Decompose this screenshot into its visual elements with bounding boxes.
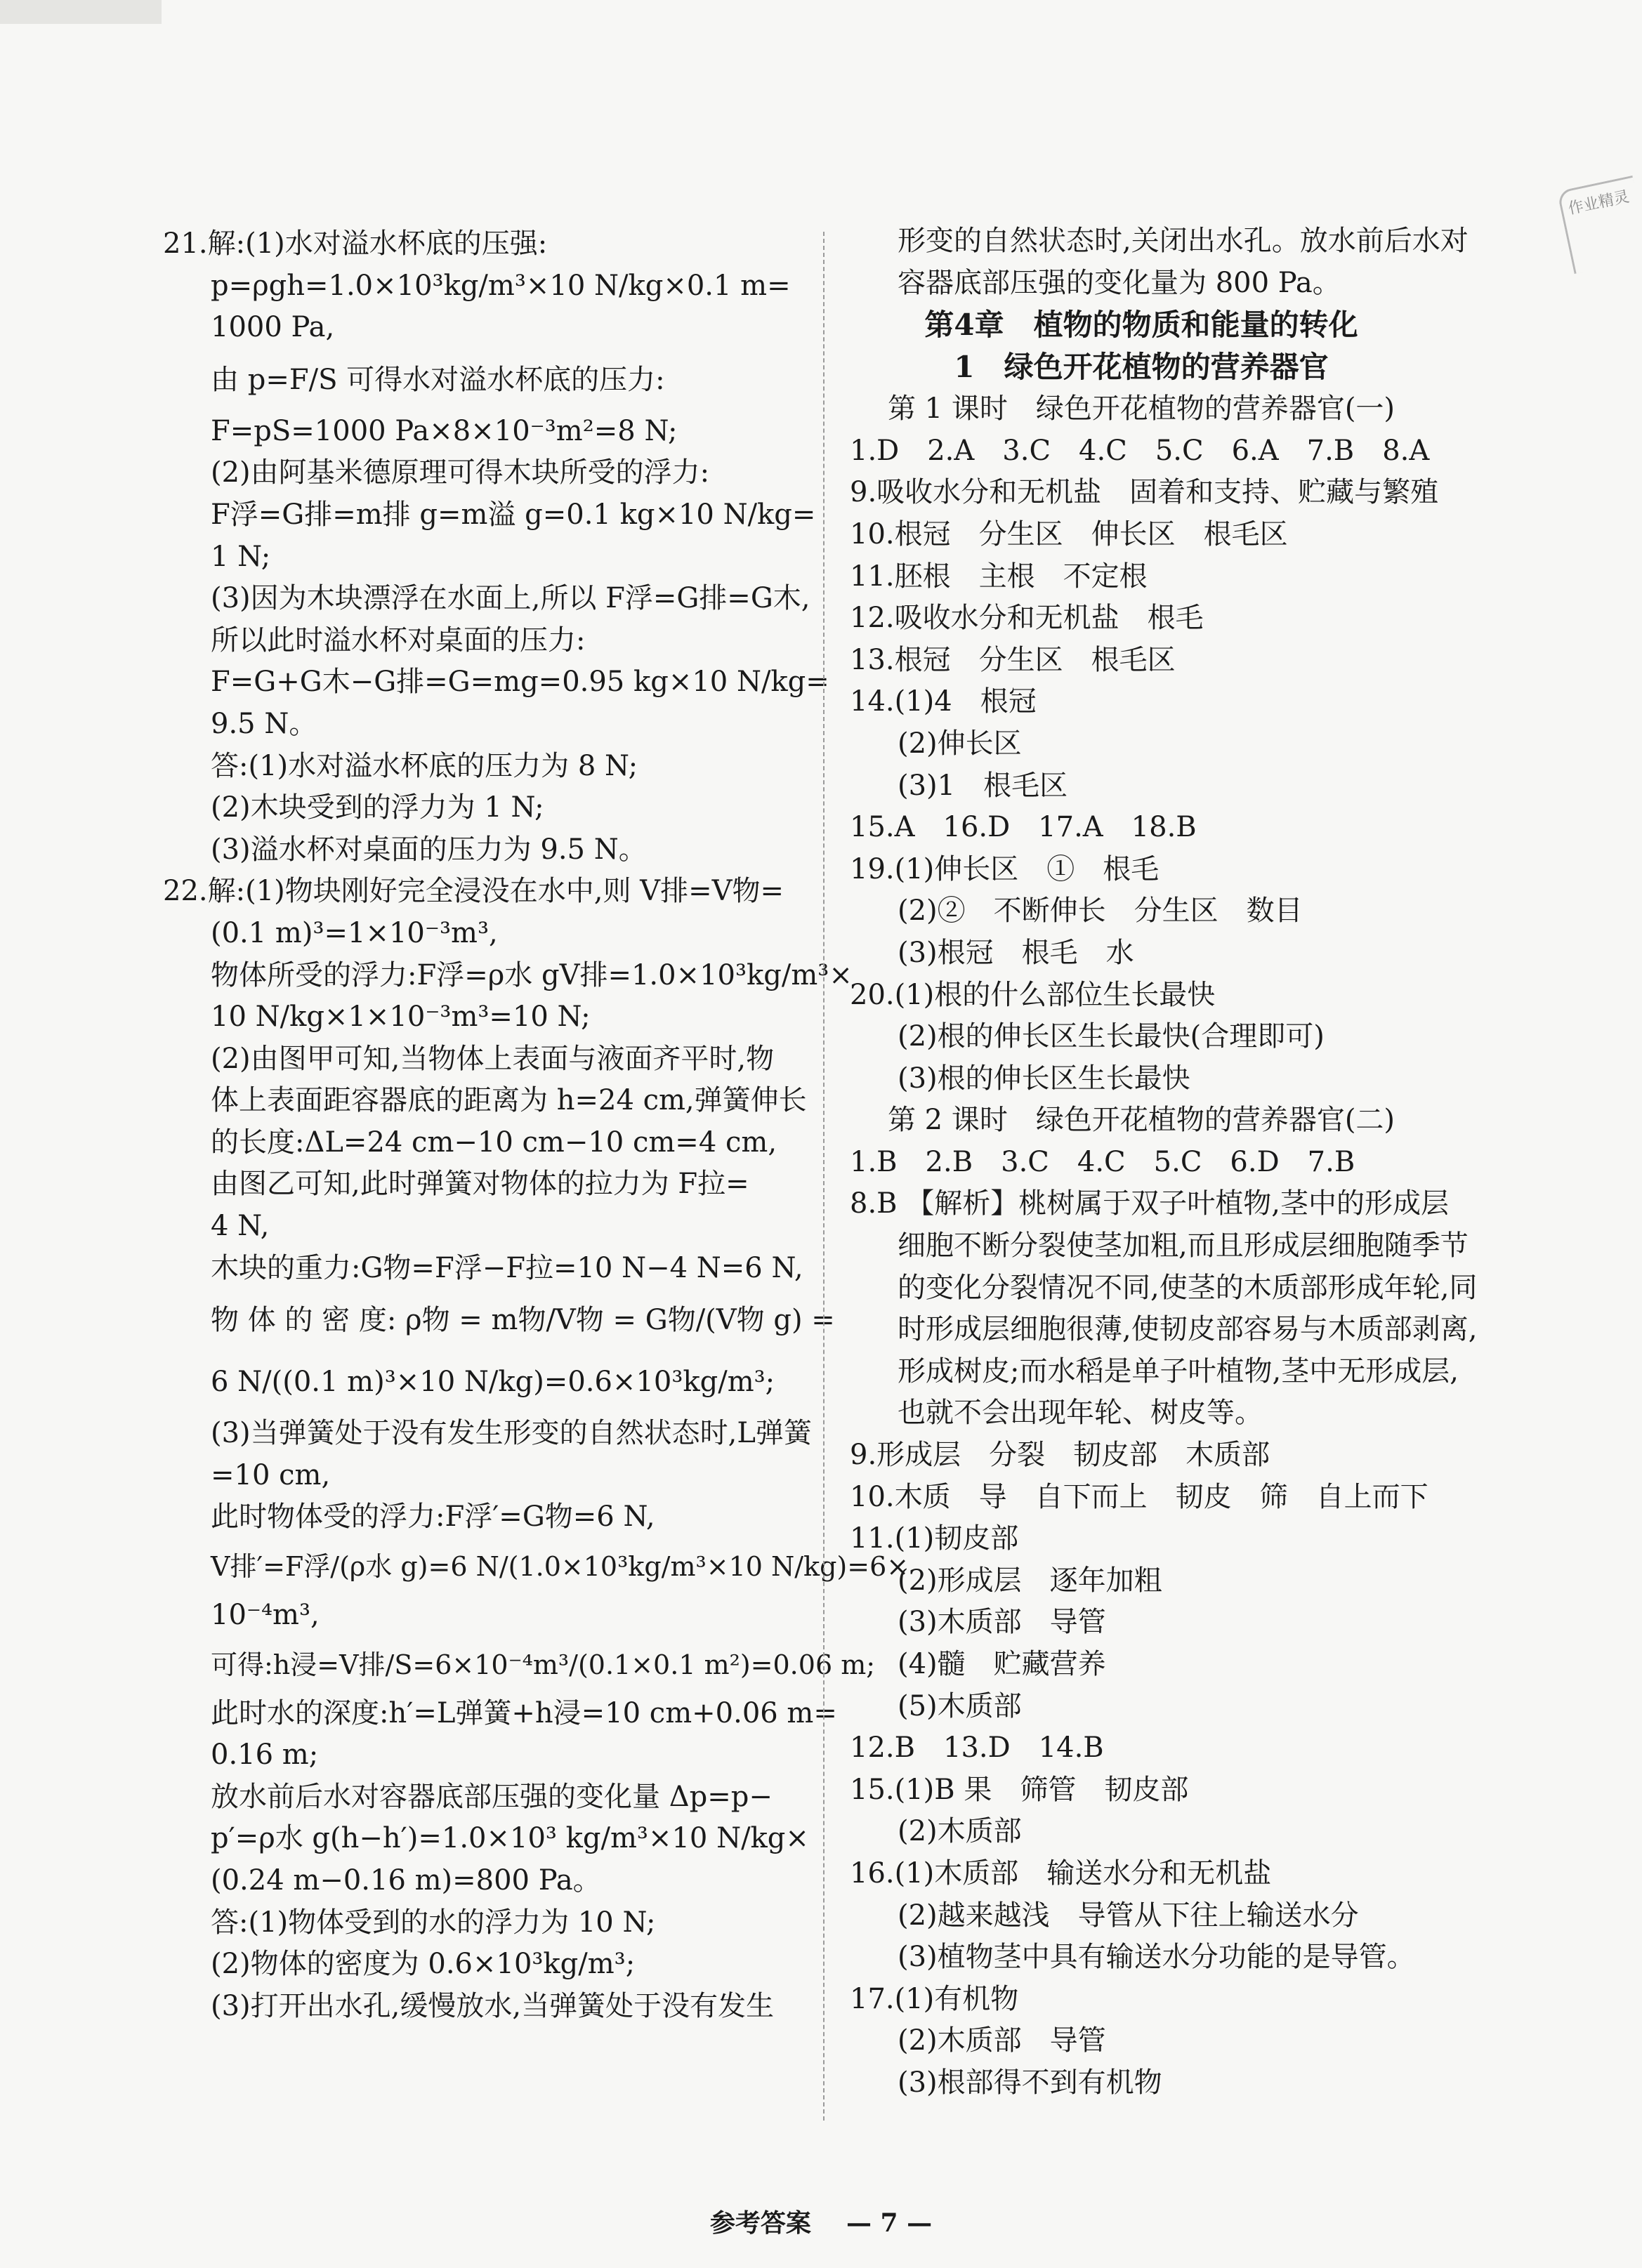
answer-line: (3)溢水杯对桌面的压力为 9.5 N。 bbox=[211, 833, 647, 866]
answer-line: F=G+G木−G排=G=mg=0.95 kg×10 N/kg= bbox=[211, 666, 829, 699]
answer-line: 所以此时溢水杯对桌面的压力: bbox=[211, 624, 586, 657]
answer-line: 此时水的深度:h′=L弹簧+h浸=10 cm+0.06 m= bbox=[211, 1696, 837, 1729]
answer-line: (3)1 根毛区 bbox=[898, 769, 1068, 802]
answer-line: (2)木块受到的浮力为 1 N; bbox=[211, 791, 544, 824]
answer-line: 14.(1)4 根冠 bbox=[850, 685, 1037, 718]
answer-line: (2)形成层 逐年加粗 bbox=[898, 1564, 1162, 1597]
answer-line: 1 N; bbox=[211, 540, 271, 573]
answer-line: 答:(1)物体受到的水的浮力为 10 N; bbox=[211, 1906, 656, 1939]
answer-line: 11.(1)韧皮部 bbox=[850, 1522, 1019, 1555]
answer-line: 9.形成层 分裂 韧皮部 木质部 bbox=[850, 1439, 1270, 1472]
chapter-title: 第4章 植物的物质和能量的转化 bbox=[924, 308, 1358, 343]
answer-line: 时形成层细胞很薄,使韧皮部容易与木质部剥离, bbox=[898, 1313, 1478, 1346]
answer-line: 物 体 的 密 度: ρ物 = m物/V物 = G物/(V物 g) = bbox=[211, 1304, 835, 1337]
answer-line: F=pS=1000 Pa×8×10⁻³m²=8 N; bbox=[211, 414, 678, 447]
answer-line: 也就不会出现年轮、树皮等。 bbox=[898, 1397, 1263, 1430]
answer-line: 1.B 2.B 3.C 4.C 5.C 6.D 7.B bbox=[850, 1145, 1355, 1178]
answer-line: (2)由图甲可知,当物体上表面与液面齐平时,物 bbox=[211, 1042, 775, 1075]
column-divider bbox=[823, 232, 825, 2121]
answer-line: 由 p=F/S 可得水对溢水杯底的压力: bbox=[211, 363, 665, 396]
answer-line: 1.D 2.A 3.C 4.C 5.C 6.A 7.B 8.A bbox=[850, 434, 1430, 467]
left-column bbox=[163, 223, 909, 2027]
answer-line: (3)根的伸长区生长最快 bbox=[898, 1062, 1190, 1095]
answer-line: 9.吸收水分和无机盐 固着和支持、贮藏与繁殖 bbox=[850, 476, 1439, 509]
answer-line: 细胞不断分裂使茎加粗,而且形成层细胞随季节 bbox=[898, 1229, 1469, 1262]
answer-line: (2)根的伸长区生长最快(合理即可) bbox=[898, 1020, 1325, 1053]
answer-line: =10 cm, bbox=[211, 1458, 331, 1491]
answer-line: 由图乙可知,此时弹簧对物体的拉力为 F拉= bbox=[211, 1168, 749, 1201]
answer-line: (3)因为木块漂浮在水面上,所以 F浮=G排=G木, bbox=[211, 582, 810, 615]
stamp-text: 作业精灵 bbox=[1566, 187, 1631, 218]
answer-line: 10.根冠 分生区 伸长区 根毛区 bbox=[850, 517, 1288, 550]
answer-line: (3)当弹簧处于没有发生形变的自然状态时,L弹簧 bbox=[211, 1417, 812, 1450]
answer-line: (3)植物茎中具有输送水分功能的是导管。 bbox=[898, 1941, 1415, 1974]
answer-line: V排′=F浮/(ρ水 g)=6 N/(1.0×10³kg/m³×10 N/kg)=6× bbox=[211, 1551, 909, 1583]
corner-stamp bbox=[1557, 176, 1642, 274]
answer-line: 16.(1)木质部 输送水分和无机盐 bbox=[850, 1857, 1272, 1890]
answer-line: (2)② 不断伸长 分生区 数目 bbox=[898, 895, 1303, 928]
answer-line: 22.解:(1)物块刚好完全浸没在水中,则 V排=V物= bbox=[163, 875, 784, 908]
answer-line: 17.(1)有机物 bbox=[850, 1982, 1019, 2015]
answer-line: 体上表面距容器底的距离为 h=24 cm,弹簧伸长 bbox=[211, 1084, 807, 1117]
answer-line: 11.胚根 主根 不定根 bbox=[850, 560, 1148, 593]
answer-line: 13.根冠 分生区 根毛区 bbox=[850, 643, 1176, 676]
answer-line: (3)根部得不到有机物 bbox=[898, 2066, 1162, 2099]
answer-line: 可得:h浸=V排/S=6×10⁻⁴m³/(0.1×0.1 m²)=0.06 m; bbox=[211, 1649, 876, 1680]
answer-line: 8.B 【解析】桃树属于双子叶植物,茎中的形成层 bbox=[850, 1187, 1449, 1220]
lesson-title: 第 2 课时 绿色开花植物的营养器官(二) bbox=[887, 1104, 1395, 1137]
answer-line: (2)物体的密度为 0.6×10³kg/m³; bbox=[211, 1948, 636, 1981]
answer-line: 此时物体受的浮力:F浮′=G物=6 N, bbox=[211, 1501, 655, 1534]
answer-line: (2)木质部 bbox=[898, 1815, 1022, 1848]
answer-line: (3)打开出水孔,缓慢放水,当弹簧处于没有发生 bbox=[211, 1989, 775, 2022]
answer-line: 12.B 13.D 14.B bbox=[850, 1732, 1104, 1765]
answer-line: 9.5 N。 bbox=[211, 707, 317, 740]
answer-line: 形成树皮;而水稻是单子叶植物,茎中无形成层, bbox=[898, 1354, 1459, 1387]
answer-line: (0.1 m)³=1×10⁻³m³, bbox=[211, 916, 498, 949]
answer-line: p=ρgh=1.0×10³kg/m³×10 N/kg×0.1 m= bbox=[211, 269, 791, 302]
answer-line: 答:(1)水对溢水杯底的压力为 8 N; bbox=[211, 749, 638, 782]
page-footer bbox=[0, 2203, 1642, 2239]
answer-line: 4 N, bbox=[211, 1210, 270, 1243]
answer-line: (3)根冠 根毛 水 bbox=[898, 936, 1134, 969]
page-number: — 7 — bbox=[846, 2208, 933, 2238]
footer-label: 参考答案 bbox=[709, 2208, 811, 2238]
lesson-title: 第 1 课时 绿色开花植物的营养器官(一) bbox=[887, 393, 1395, 426]
answer-line: (5)木质部 bbox=[898, 1689, 1022, 1722]
answer-line: 木块的重力:G物=F浮−F拉=10 N−4 N=6 N, bbox=[211, 1251, 803, 1284]
answer-line: F浮=G排=m排 g=m溢 g=0.1 kg×10 N/kg= bbox=[211, 498, 816, 531]
answer-line: (0.24 m−0.16 m)=800 Pa。 bbox=[211, 1864, 601, 1897]
answer-line: 放水前后水对容器底部压强的变化量 Δp=p− bbox=[211, 1780, 773, 1813]
answer-line: 10 N/kg×1×10⁻³m³=10 N; bbox=[211, 1001, 591, 1034]
answer-line: 形变的自然状态时,关闭出水孔。放水前后水对 bbox=[898, 225, 1469, 257]
answer-line: 10⁻⁴m³, bbox=[211, 1599, 320, 1632]
right-column bbox=[850, 220, 1478, 2104]
answer-line: 20.(1)根的什么部位生长最快 bbox=[850, 978, 1216, 1011]
answer-line: 15.A 16.D 17.A 18.B bbox=[850, 811, 1197, 844]
header-decoration bbox=[0, 0, 162, 24]
answer-line: 物体所受的浮力:F浮=ρ水 gV排=1.0×10³kg/m³× bbox=[211, 958, 853, 991]
answer-line: (2)伸长区 bbox=[898, 727, 1022, 760]
answer-line: 12.吸收水分和无机盐 根毛 bbox=[850, 602, 1204, 635]
answer-line: 的长度:ΔL=24 cm−10 cm−10 cm=4 cm, bbox=[211, 1126, 777, 1159]
answer-line: 21.解:(1)水对溢水杯底的压强: bbox=[163, 228, 548, 260]
answer-line: 的变化分裂情况不同,使茎的木质部形成年轮,同 bbox=[898, 1271, 1478, 1304]
answer-line: (3)木质部 导管 bbox=[898, 1606, 1106, 1639]
answer-line: (2)木质部 导管 bbox=[898, 2024, 1106, 2057]
answer-line: 0.16 m; bbox=[211, 1739, 319, 1772]
answer-line: 1000 Pa, bbox=[211, 311, 335, 344]
answer-line: 19.(1)伸长区 ① 根毛 bbox=[850, 852, 1160, 885]
answer-line: 容器底部压强的变化量为 800 Pa。 bbox=[898, 266, 1341, 299]
answer-line: (2)由阿基米德原理可得木块所受的浮力: bbox=[211, 456, 710, 489]
answer-line: p′=ρ水 g(h−h′)=1.0×10³ kg/m³×10 N/kg× bbox=[211, 1822, 809, 1855]
answer-line: (4)髓 贮藏营养 bbox=[898, 1648, 1106, 1680]
answer-line: 10.木质 导 自下而上 韧皮 筛 自上而下 bbox=[850, 1480, 1428, 1513]
answer-line: 15.(1)B 果 筛管 韧皮部 bbox=[850, 1773, 1189, 1806]
answer-line: (2)越来越浅 导管从下往上输送水分 bbox=[898, 1899, 1359, 1932]
section-title: 1 绿色开花植物的营养器官 bbox=[954, 350, 1329, 385]
answer-line: 6 N/((0.1 m)³×10 N/kg)=0.6×10³kg/m³; bbox=[211, 1366, 775, 1399]
